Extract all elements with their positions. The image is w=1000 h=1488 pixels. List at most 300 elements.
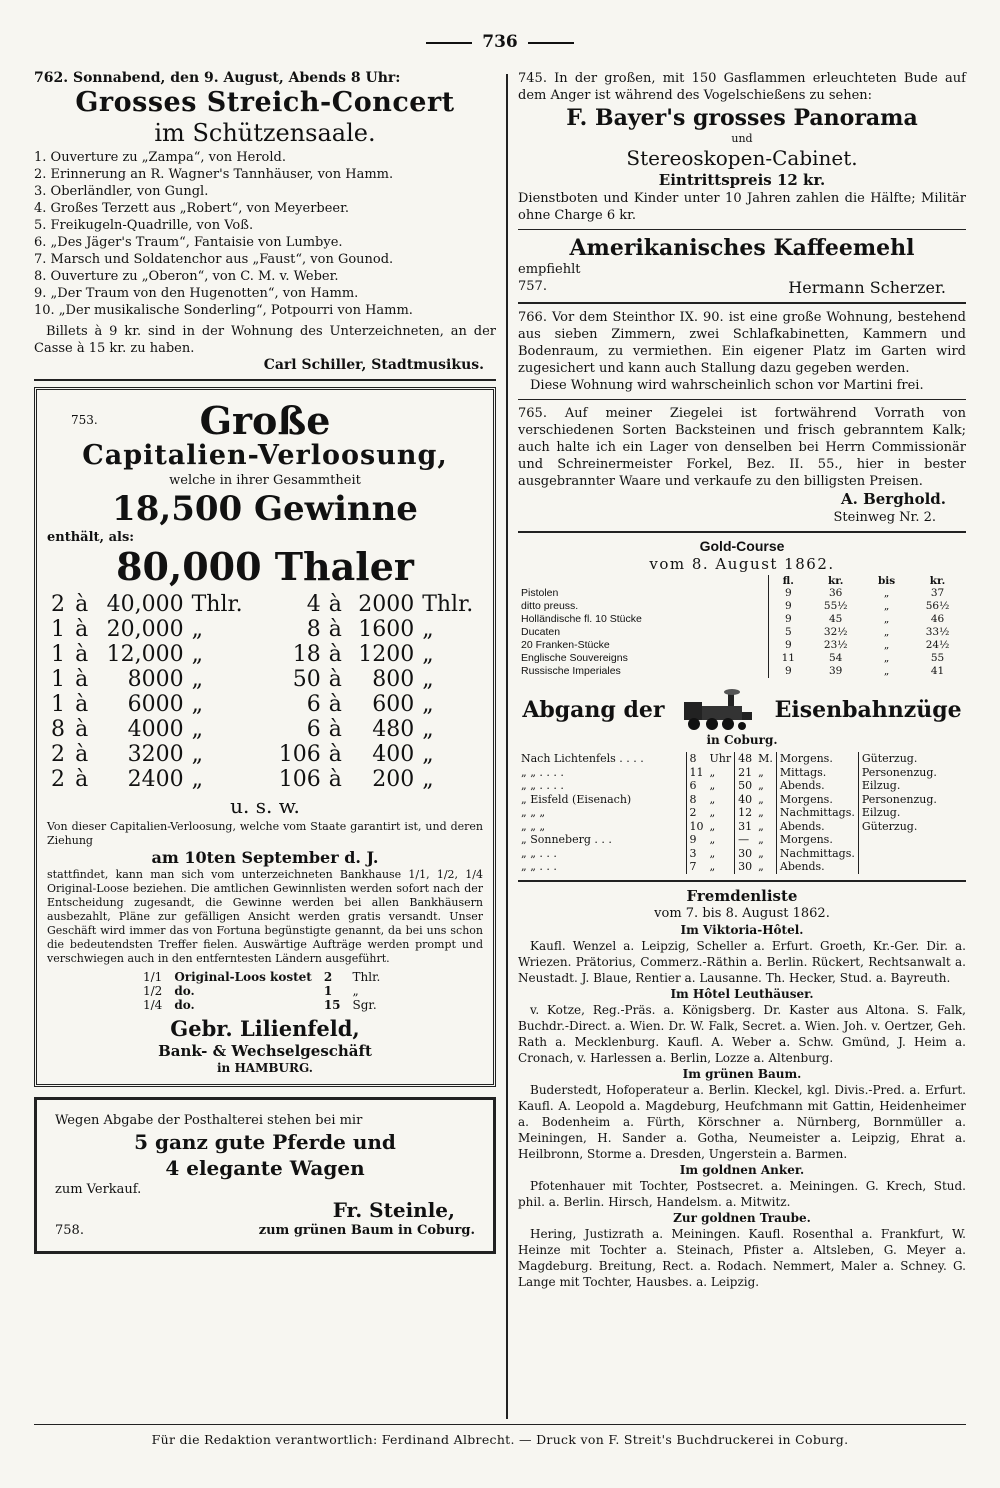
lottery-price-row (137, 984, 386, 998)
visitor-hotel: Im goldnen Anker. (679, 1162, 805, 1177)
railway-subtitle: in Coburg. (706, 733, 778, 747)
railway-row (518, 752, 940, 766)
lottery-prize-cell: 106 (278, 767, 321, 792)
program-item: 6. „Des Jäger's Traum“, Fantaisie von Lumbye. (34, 235, 343, 250)
coffee-ad (518, 235, 966, 297)
concert-subtitle: im Schützensaale. (154, 119, 376, 147)
concert-header: 762. Sonnabend, den 9. August, Abends 8 Uhr: (34, 70, 401, 86)
lottery-price-rows (137, 970, 386, 1012)
horses-ad (34, 1097, 496, 1254)
section-rule (34, 379, 496, 381)
lottery-prize-cell: 1200 (358, 642, 415, 667)
lottery-prize-cell: „ (191, 767, 204, 792)
railway-cell: „ (758, 833, 764, 846)
gold-cell: 41 (930, 665, 945, 677)
lottery-prize-cell: „ (422, 617, 434, 642)
lottery-prize-cell: 40,000 (106, 592, 184, 617)
railway-cell: „ (758, 860, 764, 873)
gold-cell: „ (883, 626, 890, 638)
lottery-prize-cell: 12,000 (106, 642, 184, 667)
railway-cell: 30 (735, 847, 756, 861)
gold-cell: „ (883, 613, 890, 625)
railway-heading (518, 688, 966, 732)
railway-row (518, 820, 940, 834)
railway-cell: Abends. (776, 779, 858, 793)
railway-row (518, 860, 940, 874)
lottery-prize-row (47, 592, 483, 617)
lottery-prize-rows (47, 592, 483, 792)
lottery-prize-cell: 200 (372, 767, 415, 792)
gold-header: kr. (827, 575, 844, 587)
railway-cell: 8 (686, 752, 707, 766)
railway-cell: Nachmittags. (776, 847, 858, 861)
railway-cell: „ (758, 846, 764, 860)
coffee-footer (518, 278, 966, 297)
lottery-prize-cell: 2 (51, 742, 65, 767)
gold-cell: 39 (829, 665, 843, 677)
lottery-price-cell: Original-Loos kostet (174, 970, 312, 984)
railway-cell: Nachmittags. (776, 806, 858, 820)
visitor-date: vom 7. bis 8. August 1862. (654, 905, 830, 921)
lottery-prize-row (47, 717, 483, 742)
lottery-price-cell: 2 (323, 970, 333, 984)
lottery-ad (34, 387, 496, 1087)
footer-imprint: Für die Redaktion verantwortlich: Ferdinand Albrecht. — Druck von F. Streit's Buchdruckerei in Coburg. (151, 1432, 849, 1447)
railway-cell: „ „ „ (521, 806, 546, 819)
railway-cell: „ „ . . . . (521, 765, 564, 779)
concert-title: Grosses Streich-Concert (75, 87, 455, 118)
lottery-price-row (137, 970, 386, 984)
concert-billets: Billets à 9 kr. sind in der Wohnung des Unterzeichneten, an der Casse à 15 kr. zu haben. (34, 324, 496, 356)
railway-cell: Personenzug. (858, 766, 940, 780)
gold-cell: Pistolen (521, 587, 559, 599)
lottery-prize-cell: 6000 (127, 692, 184, 717)
lottery-prize-cell: à (75, 717, 89, 742)
gold-header: bis (877, 575, 896, 587)
lottery-text-2: stattfindet, kann man sich vom unterzeichneten Bankhause 1/1, 1/2, 1/4 Original-Loose beziehen. Die amtlichen Gewinnlisten werden sofort nach der Entscheidung zugesandt, die Gewinne werden bei allen Bankhäusern ausbezahlt, Pläne zur gefälligen Ansicht werden gratis versandt. Unser Geschäft wird immer das von Fortuna begünstigte genannt, da bei uns schon die bedeutendsten Treffer fielen. Auswärtige Aufträge werden prompt und verschwiegen auch in den entferntesten Ländern ausgeführt. (47, 868, 483, 965)
railway-cell: Nach Lichtenfels . . . . (521, 752, 644, 765)
gold-cell: „ (883, 600, 890, 612)
lottery-prize-cell: „ (191, 717, 204, 742)
railway-cell: „ (709, 779, 716, 792)
horses-line-3: 4 elegante Wagen (165, 1156, 365, 1180)
railway-cell: „ „ . . . (521, 846, 557, 860)
railway-cell: „ „ . . . . (521, 779, 564, 792)
coffee-name: Hermann Scherzer. (788, 278, 946, 297)
lottery-prize-cell: à (328, 617, 342, 642)
lottery-prize-cell: „ (422, 767, 434, 792)
program-item: 8. Ouverture zu „Oberon“, von C. M. v. Weber. (34, 269, 339, 284)
gold-cell: 56½ (925, 600, 950, 612)
gold-header: fl. (769, 575, 807, 587)
railway-cell: — (735, 833, 756, 847)
program-item: 9. „Der Traum von den Hugenotten“, von Hamm. (34, 286, 359, 301)
lottery-price-cell: „ (352, 984, 359, 998)
section-rule (518, 229, 966, 230)
lottery-prize-cell: „ (422, 692, 434, 717)
gold-cell: 9 (769, 639, 807, 652)
railway-cell: „ (758, 792, 764, 806)
lottery-price-cell: 1/1 (143, 970, 163, 984)
lottery-price-cell: Thlr. (352, 970, 381, 984)
railway-row (518, 766, 940, 780)
railway-cell: 2 (686, 806, 707, 820)
program-item: 10. „Der musikalische Sonderling“, Potpourri von Hamm. (34, 303, 413, 318)
gold-row (518, 587, 966, 600)
section-rule (518, 531, 966, 533)
lottery-prize-cell: 4 (306, 592, 321, 617)
lottery-prize-cell: 18 (292, 642, 321, 667)
railway-cell: Eilzug. (858, 779, 940, 793)
visitor-list (518, 887, 966, 1290)
lottery-usw: u. s. w. (230, 794, 300, 818)
lottery-prize-cell: „ (422, 742, 434, 767)
railway-cell: 31 (735, 820, 756, 834)
lottery-price-row (137, 998, 386, 1012)
program-item: 2. Erinnerung an R. Wagner's Tannhäuser, von Hamm. (34, 167, 394, 182)
section-rule (518, 399, 966, 400)
gold-cell: „ (883, 665, 890, 677)
coffee-empfiehlt: empfiehlt (518, 262, 581, 277)
panorama-title-2: Stereoskopen-Cabinet. (626, 146, 858, 170)
gold-cell: „ (883, 652, 890, 664)
lottery-price-cell: 1/4 (143, 998, 163, 1012)
lottery-prize-cell: à (75, 767, 89, 792)
lottery-prize-cell: „ (422, 667, 434, 692)
railway-cell: 12 (735, 806, 756, 820)
railway-cell: „ „ . . . (521, 860, 557, 873)
lottery-prize-cell: 3200 (127, 742, 184, 767)
railway-cell: Abends. (776, 820, 858, 834)
railway-cell: 48 (735, 752, 756, 766)
lottery-prize-cell: 6 (306, 717, 321, 742)
railway-cell: 3 (686, 847, 707, 861)
panorama-und: und (731, 132, 753, 145)
program-item: 1. Ouverture zu „Zampa“, von Herold. (34, 150, 286, 165)
lottery-price-cell: do. (174, 998, 195, 1012)
gold-cell: 46 (930, 613, 945, 625)
lottery-prize-cell: „ (191, 617, 204, 642)
gold-cell: 20 Franken-Stücke (521, 639, 610, 651)
gold-cell: 9 (769, 587, 807, 600)
lottery-enthaelt: enthält, als: (47, 530, 135, 545)
lottery-text-1: Von dieser Capitalien-Verloosung, welche vom Staate garantirt ist, und deren Ziehung (47, 820, 483, 847)
lottery-prize-cell: à (328, 692, 342, 717)
lottery-firm-2: Bank- & Wechselgeschäft (158, 1042, 372, 1060)
program-item: 4. Großes Terzett aus „Robert“, von Meyerbeer. (34, 201, 350, 216)
rent-note: Diese Wohnung wird wahrscheinlich schon vor Martini frei. (530, 378, 924, 393)
left-column (34, 70, 496, 1254)
railway-cell: „ (758, 819, 764, 833)
lottery-prize-cell: 1 (51, 617, 65, 642)
gold-cell: 24½ (925, 639, 950, 651)
lottery-prize-cell: „ (191, 642, 204, 667)
lottery-prize-cell: à (328, 592, 342, 617)
railway-title-right: Eisenbahnzüge (774, 697, 962, 723)
lottery-prize-cell: 20,000 (106, 617, 184, 642)
railway-cell: „ (758, 765, 764, 779)
gold-header: kr. (929, 575, 946, 587)
gold-rows (518, 587, 966, 678)
visitor-text: Buderstedt, Hofoperateur a. Berlin. Kleckel, kgl. Divis.-Pred. a. Erfurt. Kaufl. A. Leopold a. Magdeburg, Heufchmann mit Gattin, Heidenheimer a. Bodenheim a. Fürth, Körschner a. Nürnberg, Bornmüller a. Meiningen, H. Sander a. Gotha, Neumeister a. Leipzig, Ehrat a. Heilbronn, Storme a. Dresden, Ungerstein a. Barmen. (518, 1082, 966, 1161)
lottery-price-cell: Sgr. (352, 998, 377, 1012)
horses-line-2: 5 ganz gute Pferde und (134, 1130, 396, 1154)
lottery-price-cell: do. (174, 984, 195, 998)
horses-number: 758. (55, 1223, 84, 1238)
visitor-text: Pfotenhauer mit Tochter, Postsecret. a. Meiningen. G. Krech, Stud. phil. a. Berlin. Hirsch, Handelsm. a. Mitwitz. (518, 1178, 966, 1209)
lottery-prize-cell: „ (422, 642, 434, 667)
gold-cell: 55 (930, 652, 945, 664)
lottery-prize-table (47, 592, 483, 792)
section-rule (518, 880, 966, 882)
gold-cell: Ducaten (521, 626, 561, 638)
gold-cell: 9 (769, 613, 807, 626)
lottery-prize-cell: 2 (51, 767, 65, 792)
lottery-prize-cell: à (75, 742, 89, 767)
visitor-sections (518, 922, 966, 1290)
program-item: 3. Oberländler, von Gungl. (34, 184, 209, 199)
column-divider (506, 74, 508, 1419)
lottery-prize-cell: „ (191, 692, 204, 717)
visitor-hotel: Im Viktoria-Hôtel. (680, 922, 804, 937)
lottery-prize-row (47, 617, 483, 642)
lottery-prize-cell: 1600 (358, 617, 415, 642)
lottery-prize-cell: 6 (306, 692, 321, 717)
lottery-prize-cell: 106 (278, 742, 321, 767)
gold-cell: 33½ (925, 626, 950, 638)
coffee-number: 757. (518, 279, 547, 294)
gold-cell: 36 (829, 587, 843, 599)
lottery-prize-cell: „ (191, 667, 204, 692)
gold-cell: 54 (829, 652, 843, 664)
railway-cell: Güterzug. (858, 752, 940, 766)
railway-schedule (518, 688, 966, 874)
gold-cell: 23½ (823, 639, 848, 651)
concert-ad (34, 70, 496, 374)
footer-rule (34, 1424, 966, 1425)
horses-address: zum grünen Baum in Coburg. (258, 1223, 475, 1238)
railway-cell: Mittags. (776, 766, 858, 780)
gold-cell: Russische Imperiales (521, 665, 621, 677)
lottery-price-cell: 1/2 (143, 984, 163, 998)
concert-signature: Carl Schiller, Stadtmusikus. (263, 357, 484, 373)
lottery-prize-cell: à (75, 667, 89, 692)
lottery-prize-cell: à (75, 592, 89, 617)
lottery-heading (47, 398, 483, 443)
lottery-prize-cell: 800 (372, 667, 415, 692)
gold-cell: 11 (769, 652, 807, 665)
railway-cell: „ (758, 806, 764, 819)
lottery-prize-cell: 1 (51, 692, 65, 717)
railway-cell: 6 (686, 779, 707, 793)
lottery-prize-cell: 480 (372, 717, 415, 742)
railway-row (518, 847, 940, 861)
gold-header-empty (518, 575, 769, 587)
lottery-firm: Gebr. Lilienfeld, (170, 1016, 360, 1041)
lottery-thaler: 80,000 Thaler (116, 544, 414, 589)
railway-cell: „ (709, 860, 716, 873)
rent-text: 766. Vor dem Steinthor IX. 90. ist eine große Wohnung, bestehend aus sieben Zimmern, zwei Schlafkabinetten, Kammern und Bodenraum, zu vermiethen. Ein eigener Platz im Garten wird zugesichert und kann auch Stallung dazu gegeben werden. (518, 310, 966, 376)
lottery-prize-cell: 8 (51, 717, 65, 742)
visitor-title: Fremdenliste (686, 886, 798, 905)
panorama-note: Dienstboten und Kinder unter 10 Jahren zahlen die Hälfte; Militär ohne Charge 6 kr. (518, 191, 966, 223)
railway-cell: 10 (686, 820, 707, 834)
gold-row (518, 652, 966, 665)
lottery-prize-cell: 4000 (127, 717, 184, 742)
lottery-price-table (137, 970, 386, 1012)
visitor-hotel: Im grünen Baum. (682, 1066, 802, 1081)
gold-cell: 45 (829, 613, 843, 625)
lottery-prize-cell: „ (191, 742, 204, 767)
railway-cell: „ (709, 765, 716, 779)
lottery-subtitle: welche in ihrer Gesammtheit (169, 473, 361, 488)
visitor-text: Hering, Justizrath a. Meiningen. Kaufl. Rosenthal a. Frankfurt, W. Heinze mit Tochter a. Steinach, Pfister a. Altsleben, G. Meyer a. Magdeburg. Breitung, Rect. a. Rodach. Nemmert, Maler a. Schney. G. Lange mit Tochter, Hausbes. a. Leipzig. (518, 1226, 966, 1289)
railway-cell (858, 847, 940, 861)
railway-table (518, 752, 940, 874)
railway-cell: „ „ „ (521, 819, 546, 833)
railway-cell: M. (758, 752, 773, 765)
lottery-prize-cell: 1 (51, 667, 65, 692)
lottery-prize-cell: à (328, 717, 342, 742)
panorama-title: F. Bayer's grosses Panorama (566, 105, 918, 131)
railway-cell: „ Eisfeld (Eisenach) (521, 792, 632, 806)
railway-cell: Morgens. (776, 752, 858, 766)
page-number-rule (528, 42, 574, 44)
railway-cell: 7 (686, 860, 707, 874)
railway-cell: Uhr (709, 752, 732, 765)
railway-cell: „ (709, 819, 716, 833)
lottery-prize-cell: 8 (306, 617, 321, 642)
lottery-prize-row (47, 642, 483, 667)
lottery-prize-cell: à (328, 767, 342, 792)
lottery-prize-cell: 2000 (358, 592, 415, 617)
lottery-prize-cell: „ (422, 717, 434, 742)
visitor-hotel: Zur goldnen Traube. (673, 1210, 811, 1225)
bricks-name: A. Berghold. (840, 490, 946, 508)
visitor-text: v. Kotze, Reg.-Präs. a. Königsberg. Dr. Kaster aus Altona. S. Falk, Buchdr.-Direct. a. Wien. Dr. W. Falk, Secret. a. Wien. Joh. v. Oertzer, Geh. Rath a. Mecklenburg. Kaufl. A. Weber a. Schw. Gmünd, J. Heim a. Cronach, v. Harlessen a. Berlin, Lozze a. Altenburg. (518, 1002, 966, 1065)
gold-table (518, 575, 966, 678)
horses-line-4: zum Verkauf. (55, 1182, 142, 1197)
gold-cell: Englische Souvereigns (521, 652, 628, 664)
gold-row (518, 613, 966, 626)
lottery-prize-row (47, 742, 483, 767)
program-item: 7. Marsch und Soldatenchor aus „Faust“, von Gounod. (34, 252, 394, 267)
lottery-prize-cell: à (328, 667, 342, 692)
lottery-date: am 10ten September d. J. (151, 848, 379, 867)
lottery-prize-cell: 2400 (127, 767, 184, 792)
lottery-firm-3: in HAMBURG. (217, 1061, 313, 1075)
gold-cell: 37 (930, 587, 945, 599)
railway-cell: Güterzug. (858, 820, 940, 834)
lottery-title-2: Capitalien-Verloosung, (82, 440, 448, 471)
page-number-rule (426, 42, 472, 44)
rent-ad (518, 309, 966, 394)
bricks-text: 765. Auf meiner Ziegelei ist fortwährend Vorrath von verschiedenen Sorten Backsteinen und frisch gebranntem Kalk; auch halte ich ein Lager von denselben bei Herrn Commissionär und Schreinermeister Forkel, Bez. II. 55., hier in bester ausgebrannter Waare und verkaufe zu den billigsten Preisen. (518, 406, 966, 489)
concert-program (34, 149, 496, 319)
gold-row (518, 665, 966, 678)
railway-cell: „ (709, 792, 716, 806)
lottery-title: Große (199, 398, 331, 443)
railway-cell (858, 860, 940, 874)
railway-cell: 11 (686, 766, 707, 780)
railway-cell: 9 (686, 833, 707, 847)
lottery-prize-row (47, 692, 483, 717)
railway-title-left: Abgang der (522, 697, 665, 723)
lottery-number: 753. (71, 413, 98, 427)
bricks-address: Steinweg Nr. 2. (833, 510, 936, 525)
locomotive-icon (680, 688, 760, 732)
railway-cell: 8 (686, 793, 707, 807)
panorama-ad (518, 70, 966, 224)
railway-row (518, 793, 940, 807)
railway-cell (858, 833, 940, 847)
horses-name: Fr. Steinle, (332, 1198, 455, 1222)
lottery-price-cell: 1 (323, 984, 333, 998)
gold-cell: 5 (769, 626, 807, 639)
lottery-prize-row (47, 767, 483, 792)
right-column (518, 70, 966, 1290)
gold-cell: ditto preuss. (521, 600, 579, 612)
gold-cell: 9 (769, 665, 807, 678)
railway-row (518, 833, 940, 847)
section-rule (518, 302, 966, 304)
coffee-title: Amerikanisches Kaffeemehl (569, 235, 915, 261)
railway-cell: Morgens. (776, 833, 858, 847)
gold-row (518, 639, 966, 652)
horses-footer (55, 1222, 475, 1239)
railway-cell: „ (709, 806, 716, 819)
panorama-price: Eintrittspreis 12 kr. (658, 171, 826, 189)
lottery-gewinne: 18,500 Gewinne (112, 489, 418, 529)
lottery-prize-cell: 2 (51, 592, 65, 617)
railway-cell: 30 (735, 860, 756, 874)
railway-cell: „ (709, 846, 716, 860)
railway-cell: Personenzug. (858, 793, 940, 807)
gold-header-row (518, 575, 966, 587)
gold-title: Gold-Course (699, 538, 785, 554)
railway-cell: 40 (735, 793, 756, 807)
railway-row (518, 779, 940, 793)
lottery-prize-cell: 1 (51, 642, 65, 667)
railway-cell: Morgens. (776, 793, 858, 807)
lottery-prize-cell: 600 (372, 692, 415, 717)
railway-cell: „ Sonneberg . . . (521, 833, 612, 846)
gold-cell: „ (883, 639, 890, 651)
railway-cell: 21 (735, 766, 756, 780)
railway-cell: „ (709, 833, 716, 846)
lottery-prize-cell: 400 (372, 742, 415, 767)
gold-cell: 9 (769, 600, 807, 613)
visitor-text: Kaufl. Wenzel a. Leipzig, Scheller a. Erfurt. Groeth, Kr.-Ger. Dir. a. Wriezen. Prätorius, Commerz.-Räthin a. Berlin. Rückert, Rechtsanwalt a. Neustadt. J. Blaue, Rentier a. Lausanne. Th. Hecker, Stud. a. Bayreuth. (518, 938, 966, 985)
lottery-prize-row (47, 667, 483, 692)
railway-row (518, 806, 940, 820)
lottery-prize-cell: Thlr. (191, 592, 243, 617)
lottery-price-cell: 15 (323, 998, 341, 1012)
bricks-ad (518, 405, 966, 526)
lottery-prize-cell: à (328, 642, 342, 667)
gold-cell: 32½ (823, 626, 848, 638)
gold-cell: „ (883, 587, 890, 599)
railway-cell: Abends. (776, 860, 858, 874)
lottery-prize-cell: à (75, 617, 89, 642)
gold-course (518, 538, 966, 678)
visitor-hotel: Im Hôtel Leuthäuser. (670, 986, 814, 1001)
gold-cell: Holländische fl. 10 Stücke (521, 613, 642, 625)
gold-row (518, 626, 966, 639)
gold-date: vom 8. August 1862. (649, 555, 835, 573)
railway-cell: 50 (735, 779, 756, 793)
panorama-intro: 745. In der großen, mit 150 Gasflammen erleuchteten Bude auf dem Anger ist während des Vogelschießens zu sehen: (518, 71, 966, 103)
